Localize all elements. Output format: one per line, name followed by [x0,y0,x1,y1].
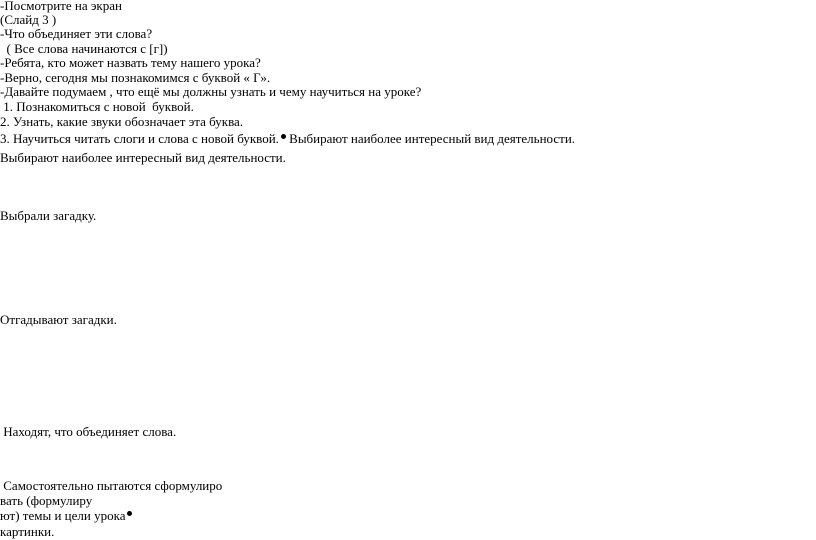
teacher-line-6: -Верно, сегодня мы познакомимся с буквой « Г». [0,70,271,85]
bullet-icon [127,511,132,516]
student-line-3: Отгадывают загадки. [0,312,117,327]
student-line-5: Самостоятельно пытаются сформулиро [0,478,223,493]
student-line-7-text: ют) темы и цели урока [0,508,126,523]
teacher-line-2: (Слайд 3 ) [0,12,57,27]
student-line-8 [0,524,54,540]
student-line-2: Выбрали загадку. [0,208,97,223]
teacher-line-5: -Ребята, кто может назвать тему нашего урока? [0,55,261,70]
teacher-line-10 [0,131,575,147]
teacher-line-7: -Давайте подумаем , что ещё мы должны узнать и чему научиться на уроке? [0,84,422,99]
teacher-line-9: 2. Узнать, какие звуки обозначает эта буква. [0,114,244,129]
student-line-7 [0,508,132,524]
student-activity-overlap: Выбирают наиболее интересный вид деятельности. [285,131,576,146]
teacher-line-3: -Что объединяет эти слова? [0,26,153,41]
student-line-1: Выбирают наиболее интересный вид деятельности. [0,150,286,165]
teacher-line-8: 1. Познакомиться с новой буквой. [0,99,194,114]
teacher-line-4: ( Все слова начинаются с [г]) [0,41,168,56]
teacher-line-1: -Посмотрите на экран [0,0,122,13]
student-line-6-text: вать (формулиру [0,493,93,508]
student-line-8-text: картинки. [0,524,55,539]
teacher-goal-3: 3. Научиться читать слоги и слова с новой буквой. [0,131,279,146]
student-line-4: Находят, что объединяет слова. [0,424,177,439]
student-line-6 [0,493,92,509]
